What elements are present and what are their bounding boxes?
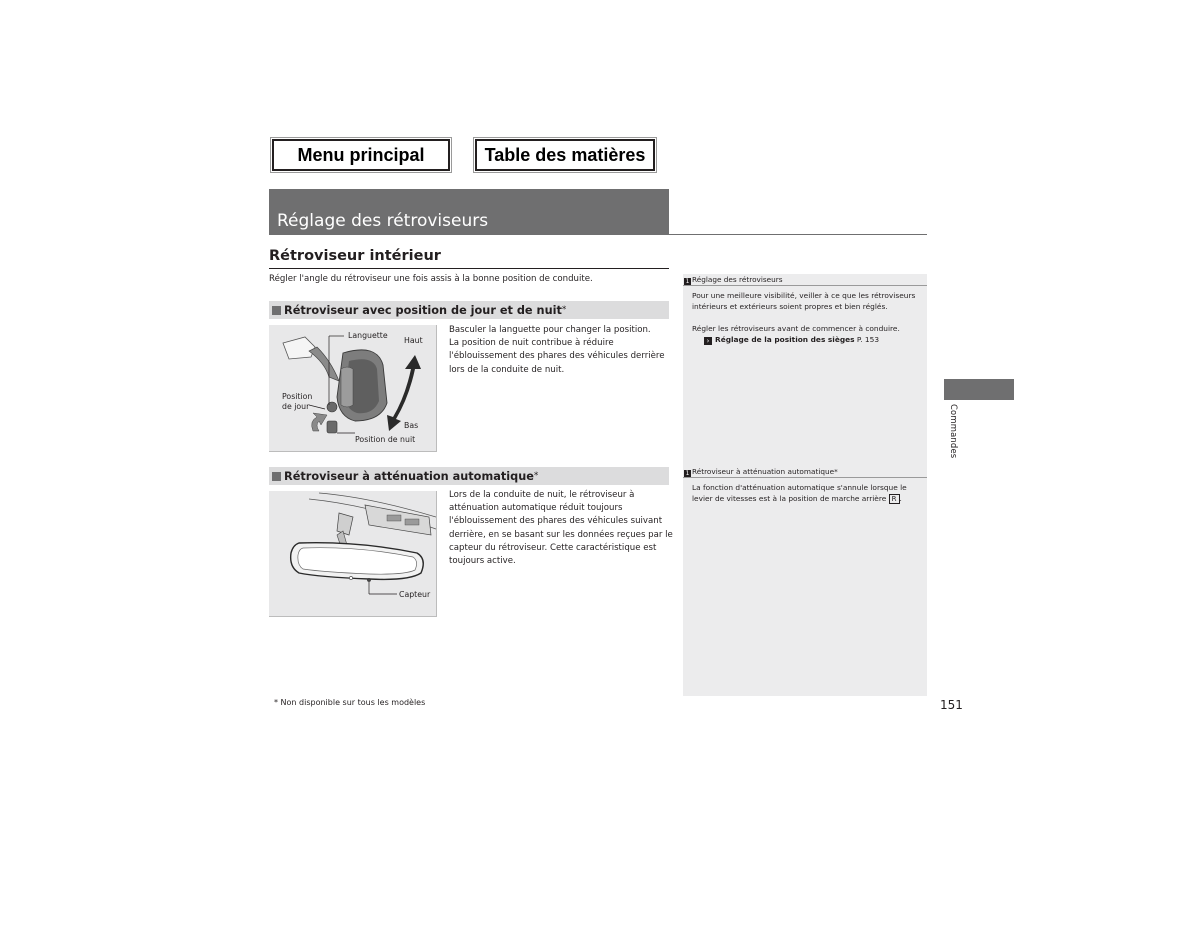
subsection-auto-dimming-text (449, 489, 673, 568)
text-line: atténuation automatique réduit toujours (449, 503, 623, 514)
subsection-title: Rétroviseur à atténuation automatique (284, 470, 534, 483)
figure-label-up: Haut (404, 336, 423, 345)
footnote-star: * (561, 305, 567, 315)
text-line: Régler les rétroviseurs avant de commencer à conduire. (692, 324, 900, 333)
subsection-auto-dimming-header (269, 467, 669, 485)
text-line: capteur du rétroviseur. Cette caractéristique est (449, 542, 657, 553)
chapter-tab-label: Commandes (949, 404, 959, 459)
text-line: intérieurs et extérieurs soient propres et bien réglés. (692, 302, 888, 311)
chapter-tab[interactable] (944, 379, 1014, 400)
arrow-right-icon: › (704, 337, 712, 345)
sidebar-note-body (692, 290, 915, 312)
text-line: Lors de la conduite de nuit, le rétroviseur à (449, 490, 635, 500)
figure-label-down: Bas (404, 421, 419, 430)
subsection-title: Rétroviseur avec position de jour et de nuit (284, 304, 562, 317)
footnote: * Non disponible sur tous les modèles (274, 698, 426, 707)
text-line: Basculer la languette pour changer la position. (449, 325, 651, 335)
text-line: La position de nuit contribue à réduire (449, 338, 614, 349)
table-of-contents-button[interactable]: Table des matières (475, 139, 655, 171)
sidebar-note-header (683, 466, 927, 478)
section-intro: Régler l'angle du rétroviseur une fois assis à la bonne position de conduite. (269, 274, 593, 284)
xref-page[interactable]: P. 153 (856, 335, 880, 344)
figure-label-night: Position de nuit (355, 435, 416, 444)
figure-label-sensor: Capteur (399, 590, 431, 599)
cross-reference-link[interactable] (704, 334, 879, 345)
page-title: Réglage des rétroviseurs (269, 189, 669, 235)
figure-label-day-2: de jour (282, 402, 310, 411)
text-line: La fonction d'atténuation automatique s'annule lorsque le (692, 483, 907, 492)
sidebar-note-header (683, 274, 927, 286)
page-number: 151 (940, 698, 963, 712)
note-icon: 1 (685, 277, 690, 285)
gear-reverse-symbol: R (889, 494, 900, 504)
sidebar-note-body (692, 482, 907, 504)
footnote-star: * (533, 471, 539, 481)
day-night-mirror-figure (269, 325, 437, 452)
sidebar-note-title: Réglage des rétroviseurs (692, 275, 783, 284)
title-rule (669, 234, 927, 235)
text-line (692, 493, 907, 504)
footnote-star: * (834, 467, 838, 476)
figure-label-tab: Languette (348, 331, 388, 340)
text-line: toujours active. (449, 556, 516, 567)
section-rule (269, 268, 669, 269)
auto-dimming-mirror-figure (269, 491, 437, 617)
text-fragment: levier de vitesses est à la position de marche arrière (692, 494, 887, 503)
bullet-square-icon (272, 306, 281, 315)
figure-label-day-1: Position (282, 392, 313, 401)
xref-title[interactable]: Réglage de la position des sièges (715, 335, 855, 344)
note-icon: 1 (685, 469, 690, 477)
text-line: l'éblouissement des phares des véhicules suivant (449, 516, 663, 527)
sidebar-note-title: Rétroviseur à atténuation automatique (692, 467, 835, 476)
section-title: Rétroviseur intérieur (269, 248, 441, 264)
bullet-square-icon (272, 472, 281, 481)
subsection-day-night-header (269, 301, 669, 319)
text-fragment: . (899, 494, 902, 503)
text-line: derrière, en se basant sur les données reçues par le (449, 529, 673, 540)
subsection-day-night-text (449, 324, 665, 377)
text-line: Pour une meilleure visibilité, veiller à ce que les rétroviseurs (692, 291, 916, 300)
text-line: lors de la conduite de nuit. (449, 364, 565, 375)
sidebar-note-body (692, 323, 900, 334)
main-menu-button[interactable]: Menu principal (272, 139, 450, 171)
text-line: l'éblouissement des phares des véhicules derrière (449, 351, 665, 362)
